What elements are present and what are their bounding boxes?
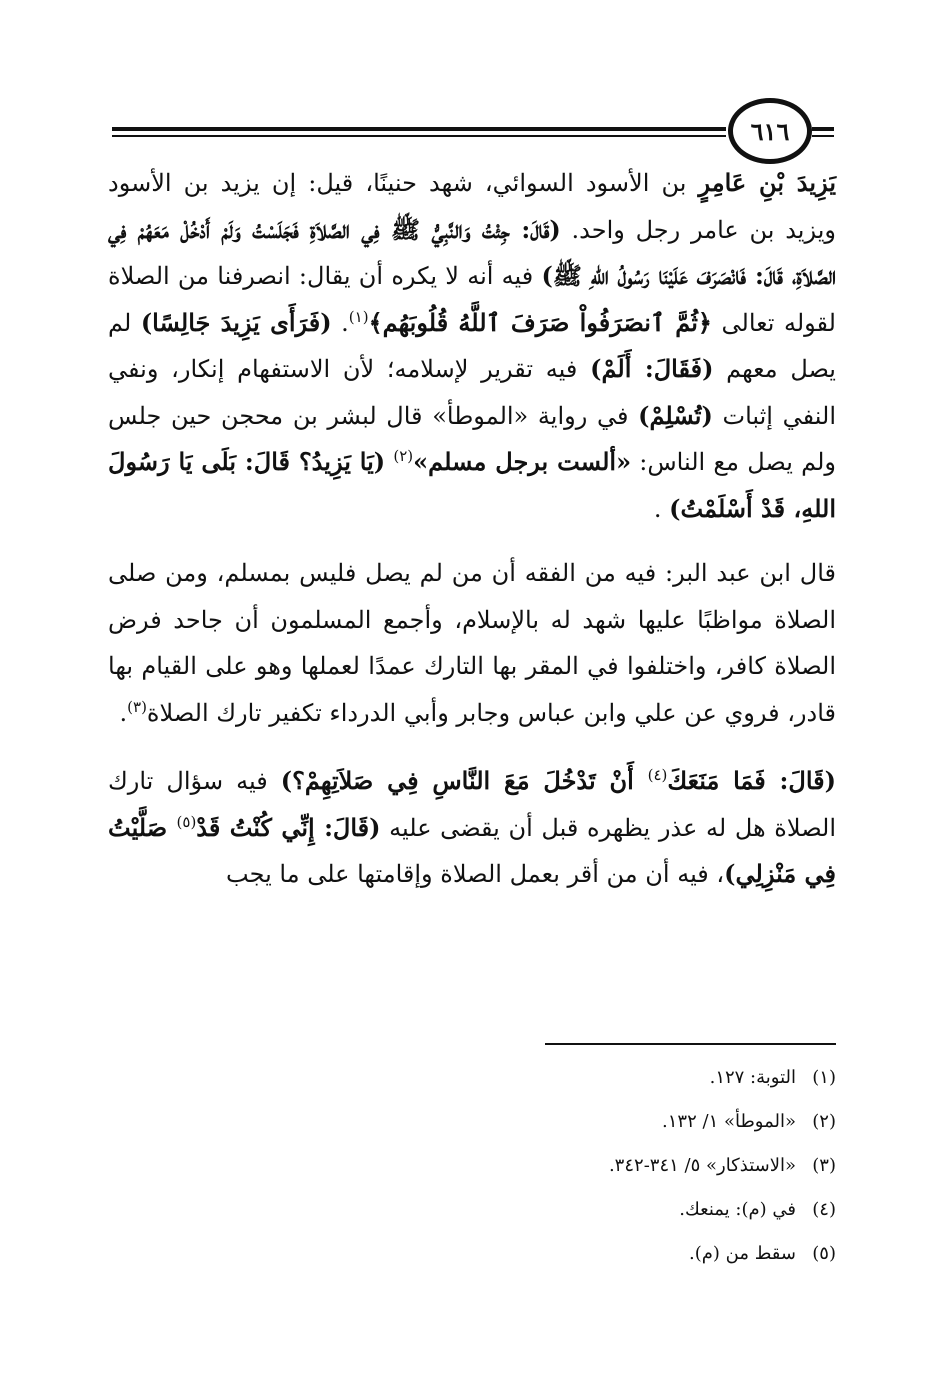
quoted-text: (قَالَ: إِنِّي كُنْتُ قَدْ xyxy=(196,812,381,842)
footnote-ref: (٥) xyxy=(176,812,197,831)
footnote-text: سقط من (م). xyxy=(689,1243,796,1264)
quoted-text: (فَقَالَ: أَلَمْ) xyxy=(590,354,714,383)
quoted-text: (فَرَأَى يَزِيدَ جَالِسًا) xyxy=(140,307,332,337)
main-text xyxy=(108,160,836,898)
quoted-text: (تُسْلِمْ) xyxy=(638,400,713,430)
commentary-text: لم يصل معهم xyxy=(108,308,836,383)
footnote-number: (١) xyxy=(812,1067,836,1088)
footnote-separator xyxy=(545,1043,836,1045)
footnote-number: (٤) xyxy=(812,1199,836,1220)
footnote xyxy=(416,1144,836,1188)
commentary-text: بن الأسود السوائي، شهد حنينًا، قيل: إن يزيد بن الأسود ويزيد بن عامر رجل واحد. xyxy=(108,169,836,244)
commentary-text: فيه سؤال تارك الصلاة هل له عذر يظهره قبل أن يقضى عليه xyxy=(108,767,836,842)
paragraph xyxy=(108,758,836,898)
commentary-text: فيه تقرير لإسلامه؛ لأن الاستفهام إنكار، ونفي النفي إثبات xyxy=(108,355,837,430)
footnote-number: (٢) xyxy=(812,1111,836,1132)
quoted-text: ﴿ثُمَّ ٱنصَرَفُواْ صَرَفَ ٱللَّهُ قُلُوبَهُم﴾ xyxy=(368,307,712,337)
page-number: ٦١٦ xyxy=(750,116,790,146)
quoted-text: «ألست برجل مسلم» xyxy=(413,447,632,476)
commentary-text: . xyxy=(331,308,349,337)
footnote-ref: (٤) xyxy=(647,766,668,784)
commentary-text: في رواية «الموطأ» قال لبشر بن محجن حين جلس ولم يصل مع الناس: xyxy=(108,401,836,476)
footnote-ref: (٢) xyxy=(393,447,414,465)
footnote-ref: (٣) xyxy=(127,697,147,716)
commentary-text: قال ابن عبد البر: فيه من الفقه أن من لم يصل فليس بمسلم، ومن صلى الصلاة مواظبًا عليها شهد له بالإسلام، وأجمع المسلمون أن جاحد فرض الصلاة كافر، واختلفوا في المقر بها التارك عمدًا لعملها وهو على القيام بها قادر، فروي عن علي وابن عباس وجابر وأبي الدرداء تكفير تارك الصلاة xyxy=(108,559,836,727)
quoted-text: (يَا يَزِيدُ؟ قَالَ: بَلَى يَا رَسُولَ اللهِ، قَدْ أَسْلَمْتُ) xyxy=(108,447,836,523)
footnote-ref: (١) xyxy=(348,307,369,326)
quoted-text: (قَالَ: جِئْتُ وَالنَّبِيُّ ﷺ فِي الصَّلاَةِ فَجَلَسْتُ وَلَمْ أَدْخُلْ مَعَهُمْ فِي الصَّلاَةِ، قَالَ: فَانْصَرَفَ عَلَيْنَا رَسُولُ اللهِ ﷺ) xyxy=(108,214,836,290)
commentary-text: فيه أنه لا يكره أن يقال: انصرفنا من الصلاة لقوله تعالى xyxy=(108,262,836,337)
header-rule-thin xyxy=(112,135,726,137)
header-rule-end-thin xyxy=(812,135,834,137)
paragraph xyxy=(108,160,836,532)
quoted-text: (قَالَ: فَمَا مَنَعَكَ xyxy=(667,766,836,795)
commentary-text: . xyxy=(653,494,670,523)
footnote-number: (٣) xyxy=(812,1155,836,1176)
footnote-text: في (م): يمنعك. xyxy=(679,1199,796,1220)
header-rule-end-thick xyxy=(812,127,834,131)
footnote xyxy=(416,1100,836,1144)
commentary-text: ، فيه أن من أقر بعمل الصلاة وإقامتها على ما يجب xyxy=(226,860,725,888)
footnote-text: «الاستذكار» ٥/ ٣٤١-٣٤٢. xyxy=(608,1155,796,1176)
commentary-text: . xyxy=(119,698,128,727)
page-number-badge xyxy=(728,98,812,164)
quoted-text: صَلَّيْتُ فِي مَنْزِلِي) xyxy=(108,812,836,888)
footnote-text: «الموطأ» ١/ ١٣٢. xyxy=(662,1111,796,1132)
page-header xyxy=(112,96,834,166)
paragraph xyxy=(108,550,836,736)
footnote xyxy=(416,1188,836,1232)
quoted-text: أَنْ تَدْخُلَ مَعَ النَّاسِ فِي صَلاَتِهِمْ؟) xyxy=(280,766,648,795)
footnotes xyxy=(416,1056,836,1276)
header-rule-thick xyxy=(112,127,726,131)
quoted-text: يَزِيدَ بْنِ عَامِرٍ xyxy=(698,168,836,197)
footnote-text: التوبة: ١٢٧. xyxy=(709,1067,796,1088)
footnote xyxy=(416,1056,836,1100)
footnote-number: (٥) xyxy=(812,1243,836,1264)
footnote xyxy=(416,1232,836,1276)
